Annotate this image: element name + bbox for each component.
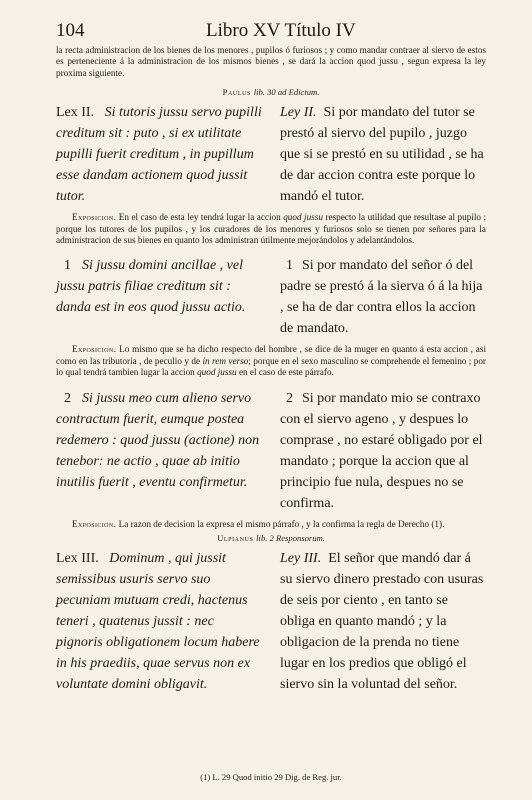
exposition-label: Exposicion. (72, 518, 117, 529)
exposition-italic: quod jussu (197, 367, 237, 378)
law-3-latin-text: Dominum , qui jussit semissibus usuris servo suo pecuniam mutuam credi, hactenus teneri , quatenus jussit : nec pignoris obligationem locum habere in his praediis, quae servus non ex voluntate domini obligavit. (56, 551, 260, 693)
para-2-columns (56, 388, 486, 514)
para-2-latin (56, 388, 264, 514)
source-reference: lib. 2 Responsorum. (256, 533, 325, 544)
para-number: 2 (286, 390, 293, 406)
law-2-spanish (280, 102, 486, 207)
source-heading-1 (56, 87, 486, 97)
para-number: 1 (286, 258, 293, 274)
running-title: Libro XV Título IV (206, 20, 356, 41)
law-2-spanish-label: Ley II. (280, 105, 317, 121)
page-number: 104 (56, 20, 85, 41)
para-number: 2 (64, 390, 71, 406)
exposition-1 (56, 212, 486, 246)
para-2-latin-text: Si jussu meo cum alieno servo contractum fuerit, eumque postea redemero : quod jussu (actione) non tenebor: ne actio , quae ab initio inutilis fuerit , eventu confirmetur. (56, 390, 260, 490)
law-2-latin-label: Lex II. (56, 105, 95, 121)
exposition-2 (56, 344, 486, 378)
footnote: (1) L. 29 Quod initio 29 Dig. de Reg. jur. (200, 772, 342, 782)
law-3-latin (56, 548, 264, 695)
source-heading-2 (56, 533, 486, 543)
exposition-text: Lo mismo que se ha dicho respecto del hombre , se dice de la muger en quanto á esta accion , asi como en las tributoria , de peculio y de (56, 344, 486, 366)
law-2-columns (56, 102, 486, 207)
exposition-3 (56, 519, 486, 530)
exposition-italic: quod jussu (283, 212, 323, 223)
para-1-latin (56, 255, 264, 339)
para-2-spanish (280, 388, 486, 514)
intro-paragraph: la recta administracion de los bienes de los menores , pupilos ó furiosos ; y como mandar contraer al siervo de estos es perteneciente á la administracion de los mismos bienes , se dará la accion quod jussu , segun expresa la ley proxima siguiente. (56, 45, 486, 78)
para-1-columns (56, 255, 486, 339)
law-3-spanish (280, 548, 486, 695)
law-3-latin-label: Lex III. (56, 551, 99, 567)
exposition-italic: in rem verso (202, 355, 249, 366)
source-reference: lib. 30 ad Edictum. (253, 87, 320, 98)
exposition-label: Exposicion. (72, 344, 117, 355)
para-1-latin-text: Si jussu domini ancillae , vel jussu patris filiae creditum sit : danda est in eos quod jussu actio. (56, 258, 246, 316)
page-header (56, 20, 486, 44)
page (56, 20, 486, 695)
para-1-spanish (280, 255, 486, 339)
exposition-label: Exposicion. (72, 212, 117, 223)
para-2-spanish-text: Si por mandato mio se contraxo con el siervo ageno , y despues lo comprase , no estaré obligado por el mandato ; porque la accion que al principio fue nula, despues no se confirma. (280, 390, 483, 511)
para-number: 1 (64, 258, 71, 274)
source-author: Paulus (222, 87, 251, 98)
exposition-text: ; porque en el sexo masculino se comprehende el femenino ; por lo qual tendrá tambien lugar la accion (56, 355, 486, 378)
law-2-latin (56, 102, 264, 207)
exposition-text: respecto la utilidad que resultase al pupilo ; porque los tutores de los pupilos , y los curadores de los menores y furiosos solo se tienen por señores para la administracion de sus bienes en quanto los administran útilmente mejorándolos y adelantándolos. (56, 212, 487, 246)
law-3-spanish-label: Ley III. (280, 551, 322, 567)
para-1-spanish-text: Si por mandato del señor ó del padre se prestó á la sierva ó á la hija , se ha de dar contra ellos la accion de mandato. (280, 258, 483, 337)
exposition-text: En el caso de esta ley tendrá lugar la accion (118, 212, 281, 223)
law-3-columns (56, 548, 486, 695)
law-2-spanish-text: Si por mandato del tutor se prestó al siervo del pupilo , juzgo que si se prestó en su utilidad , se ha de dar accion contra este porque lo mandó el tutor. (280, 105, 484, 205)
exposition-text: en el caso de este párrafo. (238, 367, 334, 378)
law-3-spanish-text: El señor que mandó dar á su siervo dinero prestado con usuras de seis por ciento , en tanto se obliga en quanto mandó ; y la obligacion de la prenda no tiene lugar en los predios que obligó el siervo sin la voluntad del señor. (280, 551, 484, 693)
law-2-latin-text: Si tutoris jussu servo pupilli creditum sit : puto , si ex utilitate pupilli fuerit creditum , in pupillum esse dandam actionem quod jussit tutor. (56, 105, 262, 205)
source-author: Ulpianus (217, 533, 254, 544)
exposition-text: La razon de decision la expresa el mismo párrafo , y la confirma la regla de Derecho (1). (118, 518, 445, 529)
